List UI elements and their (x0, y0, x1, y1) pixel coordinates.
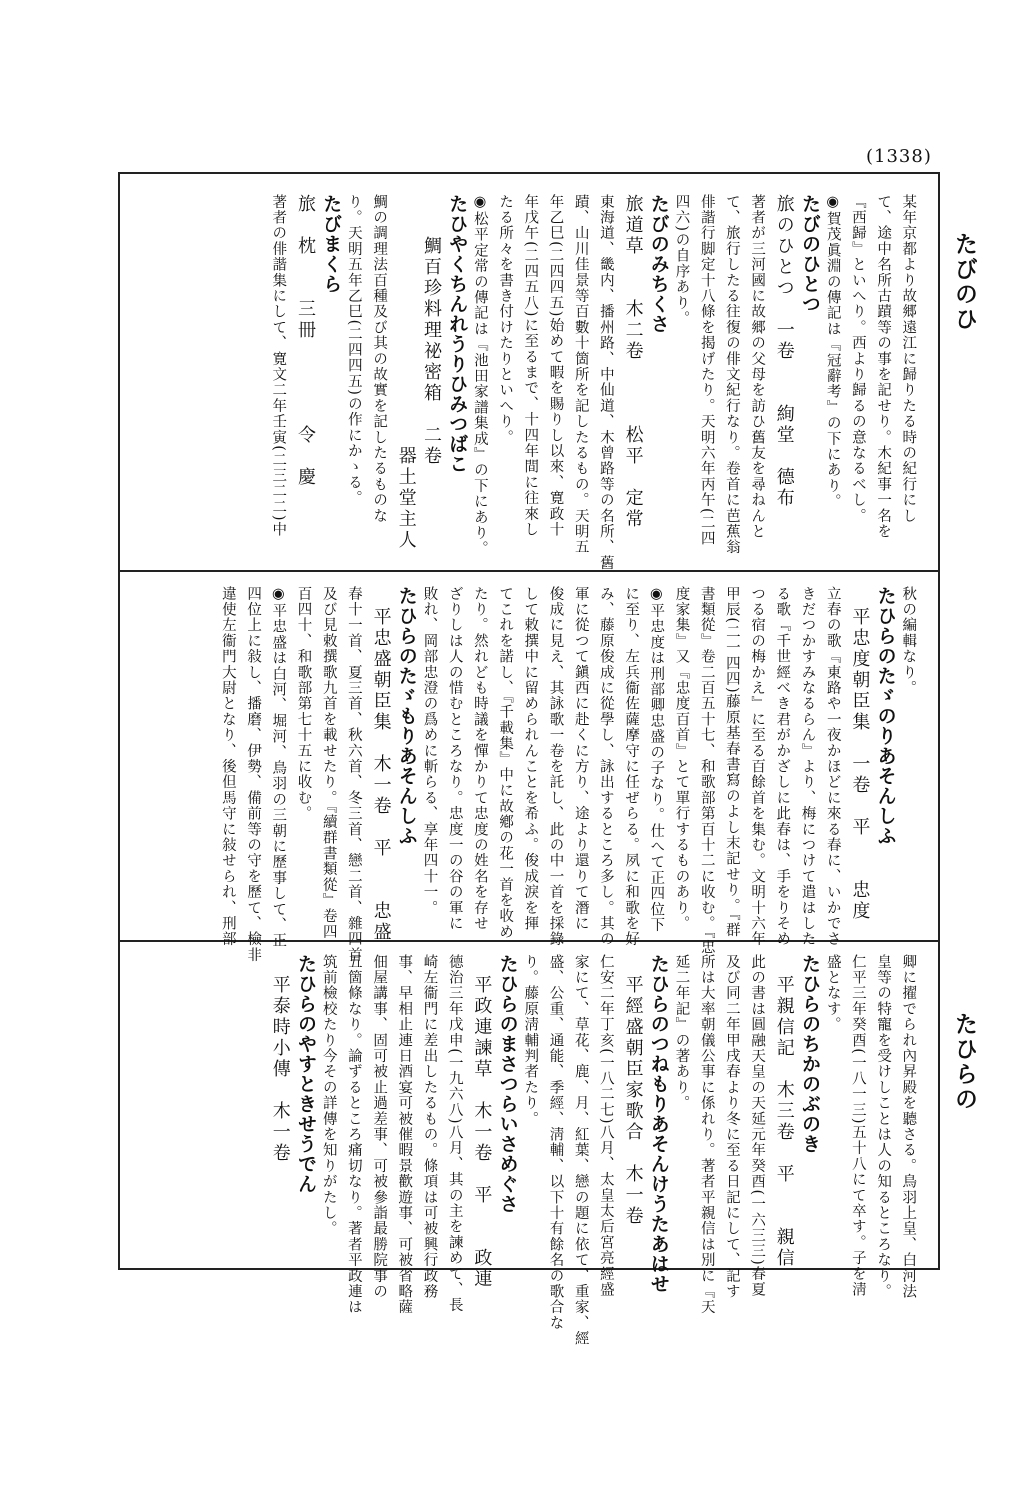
body-line: 某年京都より故郷遠江に歸りたる時の紀行にし (900, 194, 917, 524)
body-line: 俳諧行脚定十八條を揭げたり。天明六年丙午(二四 (698, 194, 715, 547)
body-line: 四位上に敍し、播磨、伊勢、備前等の守を歷て、檢非 (245, 586, 262, 963)
body-line: 筑前檢校たり今その詳傳を知りがたし。 (320, 954, 337, 1237)
body-line: 軍に從つて鎭西に赴くに方り、途より還りて潛に (572, 586, 589, 932)
work-title-line: 平經盛朝臣家歌合 木一卷 (622, 954, 644, 1227)
body-line: 卿に擢でられ內昇殿を聽さる。鳥羽上皇、白河法 (900, 954, 917, 1300)
body-line: 四六)の自序あり。 (673, 194, 690, 327)
body-line: ◉松平定常の傳記は『池田家譜集成』の下にあり。 (471, 194, 488, 557)
body-line: に至り、左兵衞佐薩摩守に任ぜらる。夙に和歌を好 (623, 586, 640, 948)
body-line: 及び同二年甲戌春より冬に至る日記にして、記す (723, 954, 740, 1300)
work-title-line: 器土堂主人 (395, 194, 417, 551)
body-line: 甲辰(二一四四)藤原基春書寫のよし末記せり。『群 (723, 586, 740, 938)
work-title-line: 平政連諫草 木一卷 平 政連 (471, 954, 493, 1290)
body-line: 此の書は圓融天皇の天延元年癸酉(一六三三)春夏 (749, 954, 766, 1298)
entry-heading: たひらのやすときせうでん (295, 954, 317, 1194)
body-line: 蹟、山川佳景等百數十箇所を記したるもの。天明五 (572, 194, 589, 556)
work-title-line: 旅のひとつ 一卷 絢堂 德布 (773, 194, 795, 509)
body-line: 盛となす。 (824, 954, 841, 1033)
body-line: て、途中名所古蹟等の事を記せり。木紀事一名を (875, 194, 892, 540)
work-title-line: 平忠盛朝臣集 木一卷 平 忠盛 (370, 586, 392, 943)
body-line: して敕撰中に留められんことを希ふ。俊成淚を揮 (522, 586, 539, 932)
section-divider-top (118, 570, 940, 572)
body-line: ◉平忠度は刑部卿忠盛の子なり。仕へて正四位下 (648, 586, 665, 933)
entry-heading: たびのみちくさ (647, 194, 670, 334)
body-line: 著者が三河國に故郷の父母を訪ひ舊友を尋ねんと (749, 194, 766, 540)
body-line: ◉賀茂眞淵の傳記は『冠辭考』の下にあり。 (824, 194, 841, 510)
body-line: 五箇條なり。論ずるところ痛切なり。著者平政連は (345, 954, 362, 1316)
body-line: 仁安二年丁亥(一八二七)八月、太皇太后宮亮經盛 (597, 954, 614, 1298)
body-line: て、旅行したる往復の俳文紀行なり。卷首に芭蕉翁 (723, 194, 740, 556)
work-title-line: 鯛百珍料理祕密箱 二卷 (421, 194, 442, 467)
running-header-bottom: たひらの (951, 1012, 977, 1112)
entry-heading: たひらのたゞのりあそんしふ (874, 586, 897, 846)
body-line: たり。然れども時議を憚かりて忠度の姓名を存せ (471, 586, 488, 932)
body-line: 書類從』卷二百五十七、和歌部第百十二に收む。『忠 (698, 586, 715, 956)
body-line: 所は大率朝儀公事に係れり。著者平親信は別に『天 (698, 954, 715, 1316)
body-line: 崎左衞門に差出したるもの。條項は可被興行政務 (421, 954, 438, 1300)
body-line: 春十一首、夏三首、秋六首、冬三首、戀二首、雜四首 (345, 586, 362, 963)
entry-heading: たびまくら (320, 194, 343, 294)
body-line: 仁平三年癸酉(一八一三)五十八にて卒す。子を淸 (849, 954, 866, 1298)
body-line: 盛、公重、通能、季經、淸輔、以下十有餘名の歌合な (547, 954, 564, 1331)
body-line: 東海道、畿内、播州路、中仙道、木曾路等の名所、舊 (597, 194, 614, 571)
work-title-line: 旅 枕 三冊 令 慶 (295, 194, 316, 488)
body-line: 德治三年戊申(一九六八)八月、其の主を諫めて、長 (446, 954, 463, 1314)
body-line: 百四十、和歌部第七十五に收む。 (295, 586, 312, 822)
body-line: 『西歸』といへり。西より歸るの意なるべし。 (849, 194, 866, 524)
body-line: 家にて、草花、鹿、月、紅葉、戀の題に依て、重家、經 (572, 954, 589, 1347)
body-line: 延二年記』の著あり。 (673, 954, 690, 1111)
body-line: たる所々を書き付けたりといへり。 (497, 194, 514, 446)
body-line: 及び見敕撰歌九首を載せたり。『續群書類從』卷四 (320, 586, 337, 940)
body-line: る歌『千世經べき君がかざしに此春は、手をりそめ (774, 586, 791, 948)
entry-heading: たひらのたゞもりあそんしふ (395, 586, 418, 846)
body-line: 年乙巳(二四四五)始めて暇を賜りし以來、寛政十 (547, 194, 564, 538)
page-number: (1338) (866, 146, 932, 167)
header-divider (938, 172, 940, 1270)
body-line: み、藤原俊成に從學し、詠出するところ多し。其の (597, 586, 614, 948)
running-header-top: たびのひ (951, 232, 977, 332)
body-line: きだつかすみなるらん』より、梅につけて遣はした (799, 586, 816, 948)
entry-heading: たひらのつねもりあそんけうたあはせ (647, 954, 670, 1294)
body-line: 著者の俳諧集にして、寛文二年壬寅(二三二二)中 (270, 194, 287, 538)
work-title-line: 平泰時小傳 木一卷 (269, 954, 291, 1164)
body-line: 皇等の特寵を受けしことは人の知るところなり。 (875, 954, 892, 1300)
body-line: 事、早相止連日酒宴可被催暇景歡遊事、可被省略薩 (396, 954, 413, 1316)
entry-heading: たひらのちかのぶのき (799, 954, 821, 1154)
body-line: つる宿の梅かえ』に至る百餘首を集む。文明十六年 (749, 586, 766, 948)
work-title-line: 旅道草 木二卷 松平 定常 (622, 194, 644, 530)
body-line: 立春の歌『東路や一夜かほどに來る春に、いかでさ (824, 586, 841, 948)
body-line: 秋の編輯なり。 (900, 586, 917, 696)
entry-heading: たひらのまさつらいさめぐさ (496, 954, 519, 1214)
body-line: ◉平忠盛は白河、堀河、鳥羽の三朝に歷事して、正 (270, 586, 287, 949)
body-line: 度家集』又『忠度百首』とて單行するものあり。 (673, 586, 690, 932)
entry-heading: たびのひとつ (799, 194, 821, 314)
body-line: り。藤原淸輔判者たり。 (522, 954, 539, 1127)
work-title-line: 平忠度朝臣集 一卷 平 忠度 (849, 586, 871, 922)
body-line: 年戊午(二四五八)に至るまで、十四年間に往來し (522, 194, 539, 538)
body-line: 敗れ、岡部忠澄の爲めに斬らる、享年四十一。 (421, 586, 438, 916)
entry-heading: たひやくちんれうりひみつばこ (446, 194, 469, 474)
body-line: ざりしは人の惜むところなり。忠度一の谷の軍に (446, 586, 463, 932)
body-line: 違使左衞門大尉となり、後但馬守に敍せられ、刑部 (219, 586, 236, 948)
body-line: てこれを諾し、『千載集』中に故鄕の花一首を收め (497, 586, 514, 940)
work-title-line: 平親信記 木三卷 平 親信 (773, 954, 795, 1269)
body-line: り。天明五年乙巳(二四四五)の作にかゝる。 (345, 194, 362, 507)
body-line: 俊成に見え、其詠歌一卷を託し、此の中一首を採錄 (547, 586, 564, 948)
section-divider-bottom (118, 940, 940, 942)
body-line: 佃屋講事、固可被止過差事、可被參詣最勝院事の (371, 954, 388, 1300)
body-line: 鯛の調理法百種及び其の故實を記したるものな (371, 194, 388, 524)
